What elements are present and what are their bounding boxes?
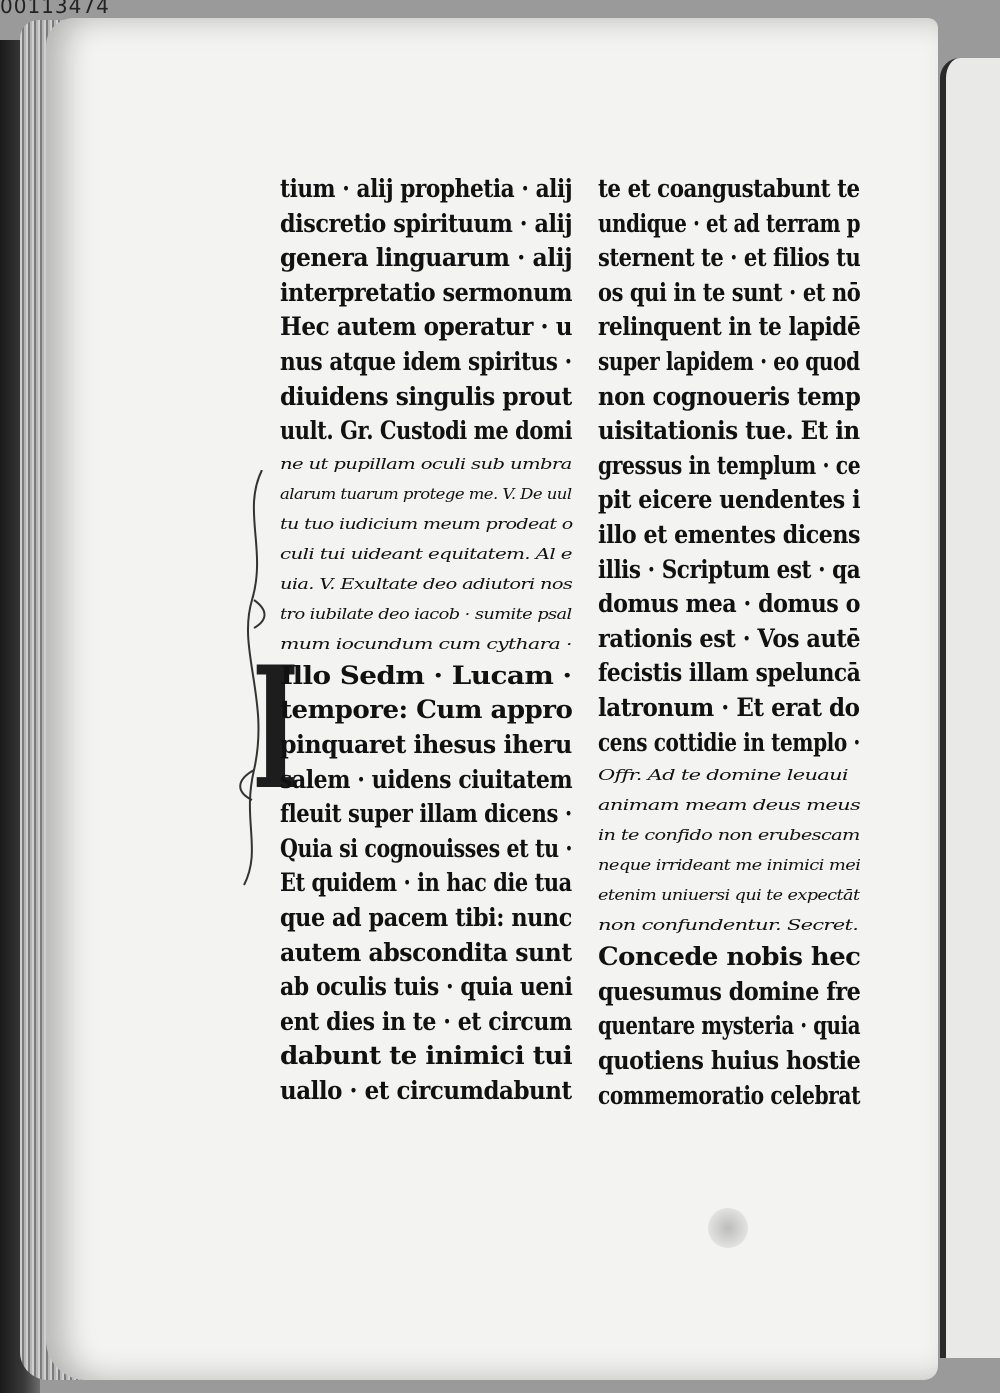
- manuscript-line: etenim uniuersi qui te expectāt: [598, 886, 860, 905]
- manuscript-line: uult. Gr. Custodi me domi: [280, 416, 573, 446]
- manuscript-line: pinquaret ihesus iheru: [280, 730, 572, 759]
- manuscript-line: nus atque idem spiritus ·: [280, 347, 572, 376]
- manuscript-line: cens cottidie in templo ·: [598, 727, 861, 757]
- manuscript-line: domus mea · domus o: [598, 589, 860, 619]
- manuscript-line: te et coangustabunt te: [598, 174, 860, 203]
- manuscript-line: illo et ementes dicens: [598, 520, 861, 549]
- manuscript-line: alarum tuarum protege me. V. De uul: [280, 484, 572, 503]
- manuscript-line: uallo · et circumdabunt: [280, 1076, 572, 1105]
- manuscript-line: culi tui uideant equitatem. Al e: [280, 544, 572, 563]
- manuscript-line: undique · et ad terram p: [598, 208, 861, 238]
- manuscript-line: Illo Sedm · Lucam ·: [280, 660, 572, 690]
- manuscript-line: ne ut pupillam oculi sub umbra: [280, 454, 572, 473]
- library-stamp: [708, 1208, 748, 1248]
- manuscript-line: ab oculis tuis · quia ueni: [280, 972, 573, 1002]
- manuscript-line: animam meam deus meus: [598, 796, 861, 815]
- manuscript-line: Quia si cognouisses et tu ·: [280, 833, 573, 863]
- manuscript-line: in te confido non erubescam: [598, 826, 860, 845]
- manuscript-line: que ad pacem tibi: nunc: [280, 903, 572, 932]
- manuscript-line: Offr. Ad te domine leuaui: [598, 766, 848, 785]
- manuscript-line: neque irrideant me inimici mei: [598, 856, 861, 875]
- manuscript-line: dabunt te inimici tui: [280, 1041, 573, 1071]
- manuscript-line: illis · Scriptum est · qa: [598, 554, 861, 584]
- manuscript-line: autem abscondita sunt: [280, 937, 572, 967]
- manuscript-line: interpretatio sermonum: [280, 277, 573, 307]
- manuscript-line: quentare mysteria · quia: [598, 1011, 861, 1041]
- manuscript-line: relinquent in te lapidē: [598, 312, 861, 342]
- manuscript-line: tu tuo iudicium meum prodeat o: [280, 514, 573, 533]
- manuscript-line: discretio spirituum · alij: [280, 208, 573, 238]
- manuscript-line: uisitationis tue. Et in: [598, 416, 860, 446]
- manuscript-line: ent dies in te · et circum: [280, 1006, 572, 1036]
- manuscript-line: non cognoueris temp: [598, 381, 861, 411]
- manuscript-line: Concede nobis hec: [598, 942, 861, 972]
- manuscript-line: Et quidem · in hac die tua: [280, 868, 572, 898]
- manuscript-line: uia. V. Exultate deo adiutori nos: [280, 574, 573, 593]
- manuscript-line: Hec autem operatur · u: [280, 312, 573, 342]
- manuscript-line: fleuit super illam dicens ·: [280, 799, 572, 829]
- manuscript-line: gressus in templum · ce: [598, 450, 861, 480]
- manuscript-line: tro iubilate deo iacob · sumite psal: [280, 604, 572, 623]
- manuscript-line: fecistis illam speluncā: [598, 658, 861, 688]
- manuscript-line: tium · alij prophetia · alij: [280, 174, 573, 203]
- manuscript-line: super lapidem · eo quod: [598, 347, 860, 376]
- manuscript-line: diuidens singulis prout: [280, 381, 572, 411]
- manuscript-line: rationis est · Vos autē: [598, 623, 861, 653]
- manuscript-line: latronum · Et erat do: [598, 693, 860, 722]
- facing-page-edge: [940, 58, 1000, 1358]
- manuscript-line: mum iocundum cum cythara ·: [280, 634, 572, 653]
- manuscript-line: genera linguarum · alij: [280, 243, 573, 273]
- manuscript-line: commemoratio celebrat: [598, 1080, 861, 1110]
- manuscript-line: os qui in te sunt · et nō: [598, 277, 861, 307]
- manuscript-line: quesumus domine fre: [598, 976, 861, 1006]
- decorated-initial-letter: I: [252, 629, 300, 827]
- manuscript-line: tempore: Cum appro: [280, 695, 573, 725]
- manuscript-line: non confundentur. Secret.: [598, 916, 859, 935]
- manuscript-line: salem · uidens ciuitatem: [280, 764, 573, 794]
- manuscript-line: pit eicere uendentes i: [598, 485, 861, 515]
- catalog-number: 00113474: [0, 0, 110, 18]
- manuscript-line: sternent te · et filios tu: [598, 243, 861, 273]
- manuscript-line: quotiens huius hostie: [598, 1046, 861, 1075]
